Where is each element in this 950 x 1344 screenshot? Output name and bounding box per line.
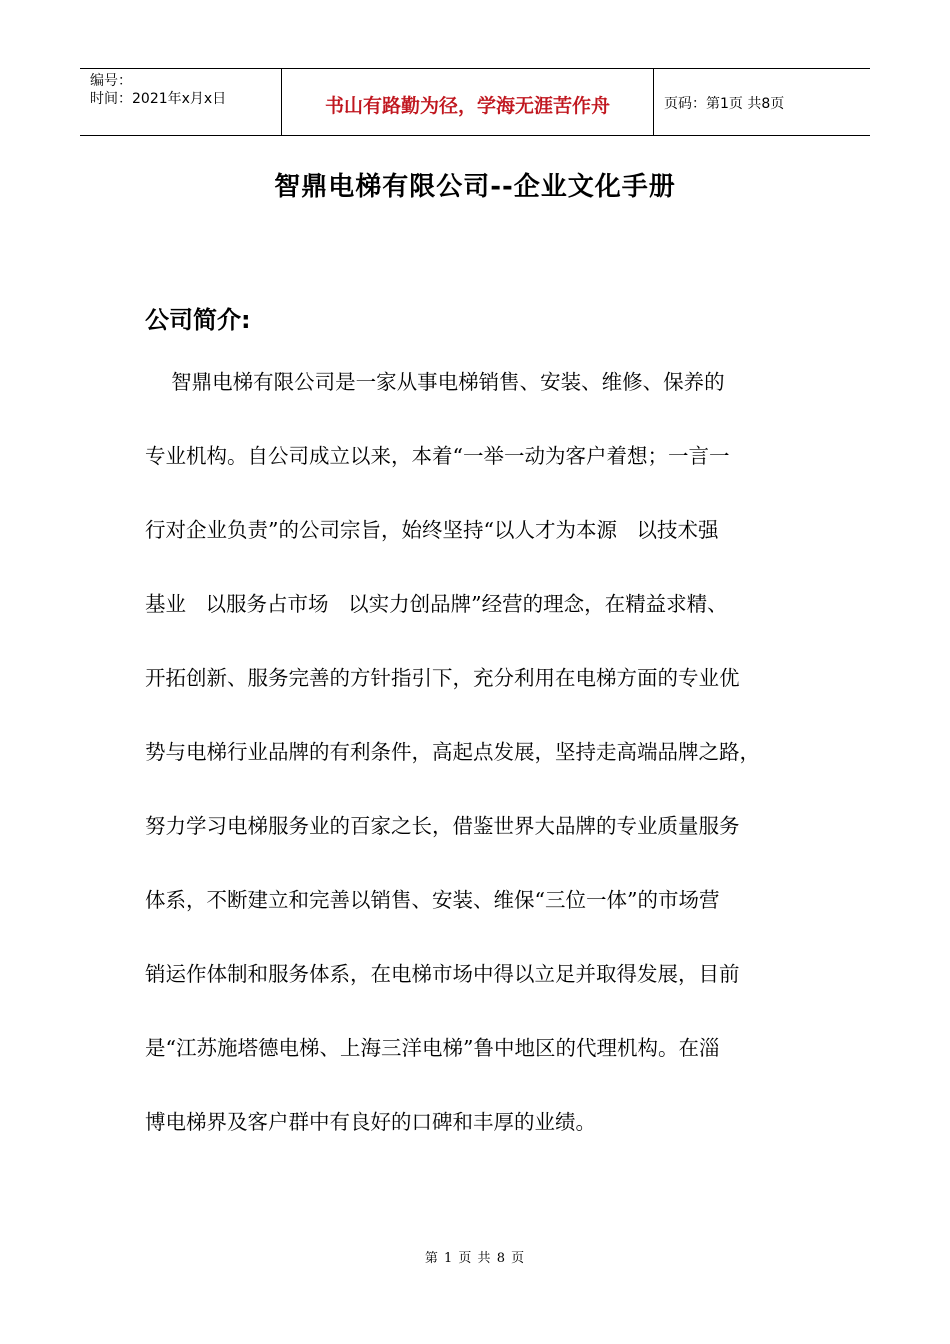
body-paragraph <box>145 360 815 1174</box>
document-title: 智鼎电梯有限公司--企业文化手册 <box>274 172 676 202</box>
paragraph-line: 博电梯界及客户群中有良好的口碑和丰厚的业绩。 <box>145 1110 596 1134</box>
paragraph-line: 是“江苏施塔德电梯、上海三洋电梯”鲁中地区的代理机构。在淄 <box>145 1036 720 1060</box>
section-heading: 公司简介: <box>145 306 251 334</box>
paragraph-line: 智鼎电梯有限公司是一家从事电梯销售、安装、维修、保养的 <box>145 370 725 394</box>
document-header <box>80 68 870 136</box>
paragraph-line: 开拓创新、服务完善的方针指引下，充分利用在电梯方面的专业优 <box>145 666 740 690</box>
paragraph-line: 行对企业负责”的公司宗旨，始终坚持“以人才为本源 以技术强 <box>145 518 719 542</box>
paragraph-line: 基业 以服务占市场 以实力创品牌”经营的理念，在精益求精、 <box>145 592 728 616</box>
header-meta <box>80 69 282 135</box>
paragraph-line: 专业机构。自公司成立以来，本着“一举一动为客户着想；一言一 <box>145 444 730 468</box>
header-motto: 书山有路勤为径，学海无涯苦作舟 <box>282 69 654 135</box>
header-time-label: 时间：2021年x月x日 <box>90 91 227 107</box>
header-page-info: 页码：第1页 共8页 <box>664 96 785 112</box>
header-code-label: 编号： <box>90 73 132 89</box>
paragraph-line: 体系，不断建立和完善以销售、安装、维保“三位一体”的市场营 <box>145 888 720 912</box>
paragraph-line: 势与电梯行业品牌的有利条件，高起点发展，坚持走高端品牌之路， <box>145 740 760 764</box>
paragraph-line: 努力学习电梯服务业的百家之长，借鉴世界大品牌的专业质量服务 <box>145 814 740 838</box>
paragraph-line: 销运作体制和服务体系，在电梯市场中得以立足并取得发展，目前 <box>145 962 740 986</box>
page-footer: 第 1 页 共 8 页 <box>424 1251 526 1266</box>
